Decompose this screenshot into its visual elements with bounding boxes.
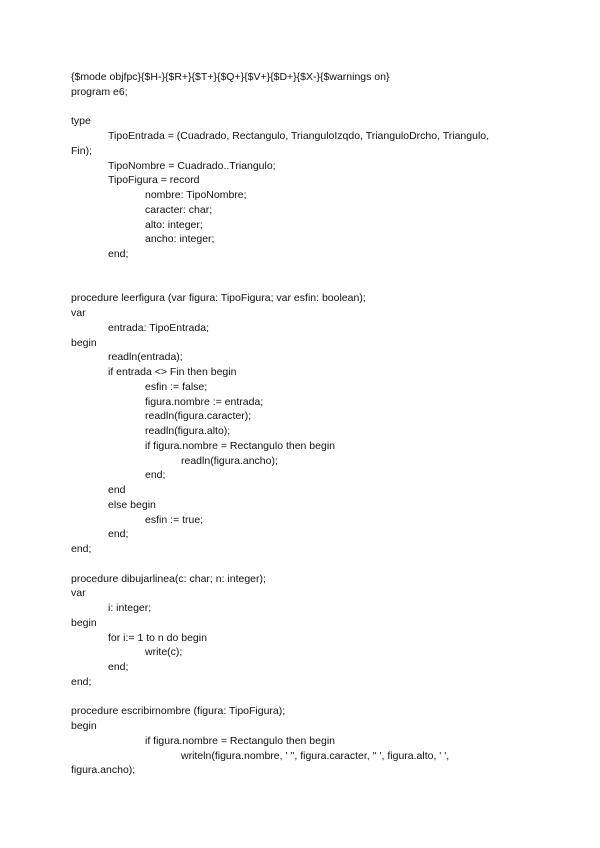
code-line: end; <box>108 248 129 260</box>
code-line: esfin := false; <box>145 380 208 393</box>
code-line: end; <box>71 675 92 688</box>
code-line: {$mode objfpc}{$H-}{$R+}{$T+}{$Q+}{$V+}{$D+}{$X-}{$warnings on} <box>71 71 390 83</box>
code-line: caracter: char; <box>145 203 213 216</box>
code-line: begin <box>71 720 97 732</box>
code-line: procedure leerfigura (var figura: TipoFigura; var esfin: boolean); <box>71 292 366 305</box>
code-line: type <box>71 115 91 128</box>
code-line: figura.ancho); <box>71 764 136 777</box>
code-line: end; <box>71 543 92 555</box>
code-line: write(c); <box>145 646 183 659</box>
code-line: readln(figura.ancho); <box>181 454 278 467</box>
code-line: writeln(figura.nombre, ' '', figura.caracter, '' ', figura.alto, ' ', <box>181 749 450 762</box>
code-line: program e6; <box>71 85 128 98</box>
code-line: figura.nombre := entrada; <box>145 395 264 408</box>
code-line: begin <box>71 336 97 349</box>
code-line: end; <box>108 661 129 673</box>
code-line <box>71 690 541 705</box>
code-line: else begin <box>108 498 156 511</box>
code-line: procedure escribirnombre (figura: TipoFigura); <box>71 705 286 718</box>
code-line: i: integer; <box>108 602 152 614</box>
code-line: entrada: TipoEntrada; <box>108 321 209 334</box>
code-line: TipoEntrada = (Cuadrado, Rectangulo, TrianguloIzqdo, TrianguloDrcho, Triangulo, <box>108 130 490 142</box>
code-line: readln(entrada); <box>108 351 183 364</box>
pascal-source-code <box>71 70 541 778</box>
code-line: esfin := true; <box>145 513 204 526</box>
code-line: end <box>108 484 126 496</box>
code-line: Fin); <box>71 144 92 157</box>
code-line: ancho: integer; <box>145 233 215 246</box>
code-line: if figura.nombre = Rectangulo then begin <box>145 734 335 747</box>
code-line: procedure dibujarlinea(c: char; n: integer); <box>71 572 266 585</box>
code-line: TipoNombre = Cuadrado..Triangulo; <box>108 159 276 172</box>
code-line <box>71 557 541 572</box>
code-line: TipoFigura = record <box>108 174 200 187</box>
code-line: alto: integer; <box>145 218 203 231</box>
code-line: readln(figura.caracter); <box>145 410 252 423</box>
code-line: var <box>71 307 86 319</box>
code-line <box>71 277 541 292</box>
code-line: readln(figura.alto); <box>145 425 231 437</box>
code-line: nombre: TipoNombre; <box>145 189 247 201</box>
code-line <box>71 262 541 277</box>
code-line: begin <box>71 616 97 629</box>
code-line: if entrada <> Fin then begin <box>108 366 237 378</box>
code-line: for i:= 1 to n do begin <box>108 631 207 644</box>
code-line: end; <box>145 469 166 482</box>
code-line: var <box>71 587 86 600</box>
code-line: end; <box>108 528 129 541</box>
code-line <box>71 100 541 115</box>
code-line: if figura.nombre = Rectangulo then begin <box>145 439 335 452</box>
